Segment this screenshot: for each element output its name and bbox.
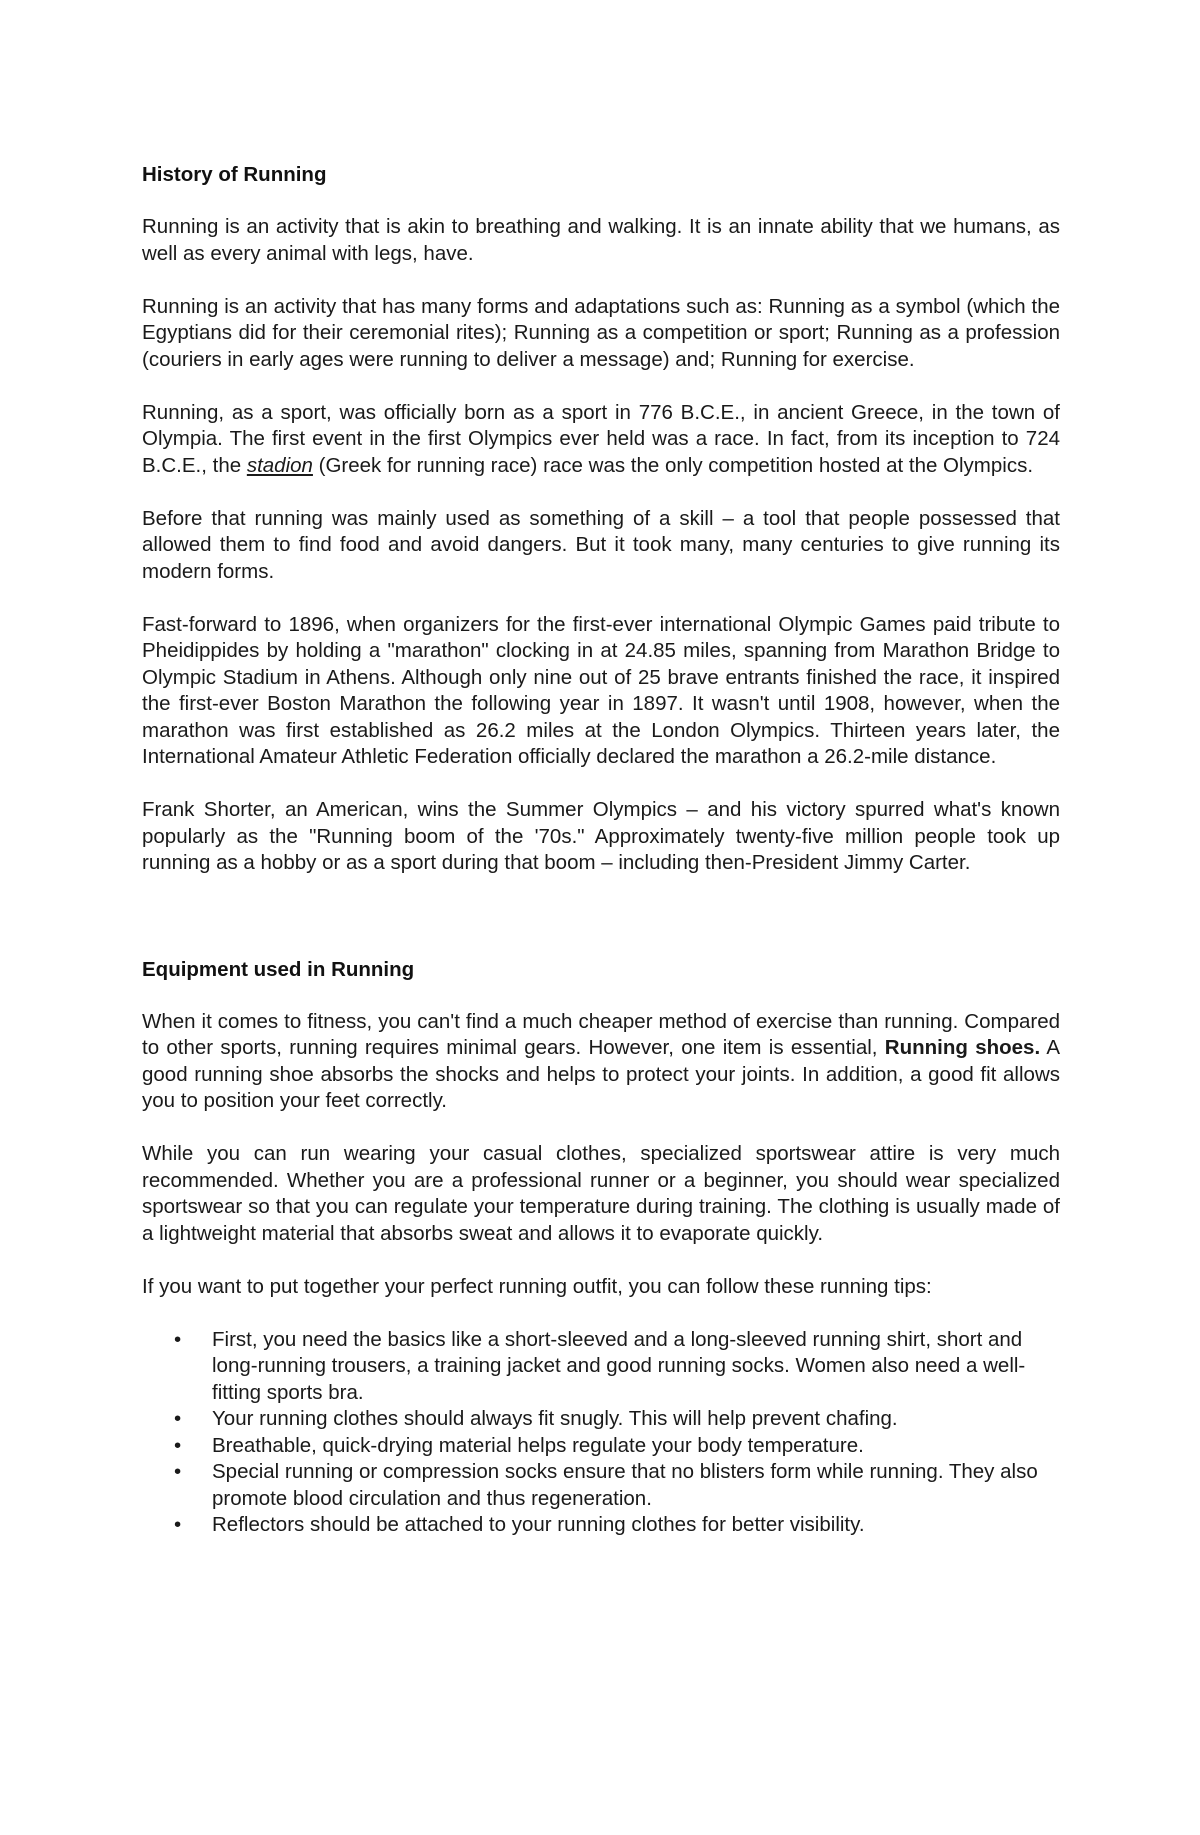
- equipment-paragraph-1-start: When it comes to fitness, you can't find a much cheaper method of exercise than running. Compared to other sports, running requires minimal gears. However, one item is essential,: [142, 1009, 1060, 1059]
- history-paragraph-5: Fast-forward to 1896, when organizers for the first-ever international Olympic Games paid tribute to Pheidippides by holding a "marathon" clocking in at 24.85 miles, spanning from Marathon Bridge to Olympic Stadium in Athens. Although only nine out of 25 brave entrants finished the race, it inspired the first-ever Boston Marathon the following year in 1897. It wasn't until 1908, however, when the marathon was first established as 26.2 miles at the London Olympics. Thirteen years later, the International Amateur Athletic Federation officially declared the marathon a 26.2-mile distance.: [142, 612, 1060, 768]
- history-paragraph-2: Running is an activity that has many forms and adaptations such as: Running as a symbol (which the Egyptians did for their ceremonial rites); Running as a competition or sport; Running as a profession (couriers in early ages were running to deliver a message) and; Running for exercise.: [142, 294, 1060, 371]
- section-spacer: [142, 877, 1060, 957]
- tip-item: [174, 1433, 1060, 1460]
- tip-text: Reflectors should be attached to your running clothes for better visibility.: [212, 1513, 865, 1536]
- tip-text: Special running or compression socks ensure that no blisters form while running. They also promote blood circulation and thus regeneration.: [212, 1460, 1038, 1510]
- stadion-term: stadion: [246, 453, 313, 477]
- equipment-paragraph-1: [142, 1009, 1060, 1115]
- history-paragraph-6: Frank Shorter, an American, wins the Summer Olympics – and his victory spurred what's known popularly as the "Running boom of the '70s." Approximately twenty-five million people took up running as a hobby or as a sport during that boom – including then-President Jimmy Carter.: [142, 798, 1060, 874]
- running-tips-list: [142, 1327, 1060, 1539]
- tip-item: [174, 1512, 1060, 1539]
- tip-text: Your running clothes should always fit snugly. This will help prevent chafing.: [212, 1407, 898, 1430]
- tip-item: [174, 1406, 1060, 1433]
- equipment-section: [142, 957, 1060, 1539]
- equipment-paragraph-2: While you can run wearing your casual clothes, specialized sportswear attire is very much recommended. Whether you are a professional runner or a beginner, you should wear specialized sportswear so that you can regulate your temperature during training. The clothing is usually made of a lightweight material that absorbs sweat and allows it to evaporate quickly.: [142, 1142, 1060, 1245]
- history-paragraph-3-start: Running, as a sport, was officially born as a sport in 776 B.C.E., in ancient Greece, in the town of Olympia. The first event in the first Olympics ever held was a race. In fact, from its inception to 724 B.C.E., the: [142, 400, 1060, 477]
- bullet-icon: •: [174, 1433, 182, 1457]
- equipment-heading: Equipment used in Running: [142, 957, 415, 981]
- tip-text: Breathable, quick-drying material helps regulate your body temperature.: [212, 1433, 864, 1457]
- history-paragraph-3-end: (Greek for running race) race was the only competition hosted at the Olympics.: [312, 453, 1034, 477]
- bullet-icon: •: [174, 1513, 182, 1536]
- tip-item: [174, 1327, 1060, 1407]
- history-paragraph-1: Running is an activity that is akin to breathing and walking. It is an innate ability that we humans, as well as every animal with legs, have.: [142, 215, 1060, 265]
- equipment-paragraph-1-end: A good running shoe absorbs the shocks and helps to protect your joints. In addition, a good fit allows you to position your feet correctly.: [142, 1036, 1060, 1112]
- document-body: [142, 162, 1060, 1539]
- history-section: [142, 162, 1060, 877]
- tip-item: [174, 1459, 1060, 1512]
- tip-text: First, you need the basics like a short-sleeved and a long-sleeved running shirt, short and long-running trousers, a training jacket and good running socks. Women also need a well-fitting sports bra.: [212, 1327, 1026, 1404]
- running-shoes-emphasis: Running shoes.: [884, 1036, 1041, 1059]
- bullet-icon: •: [174, 1327, 182, 1351]
- equipment-paragraph-3: If you want to put together your perfect running outfit, you can follow these running tips:: [142, 1274, 932, 1298]
- history-paragraph-4: Before that running was mainly used as something of a skill – a tool that people possessed that allowed them to find food and avoid dangers. But it took many, many centuries to give running its modern forms.: [142, 506, 1060, 583]
- bullet-icon: •: [174, 1407, 182, 1430]
- history-heading: History of Running: [142, 163, 327, 186]
- history-paragraph-3: [142, 400, 1060, 480]
- bullet-icon: •: [174, 1460, 182, 1483]
